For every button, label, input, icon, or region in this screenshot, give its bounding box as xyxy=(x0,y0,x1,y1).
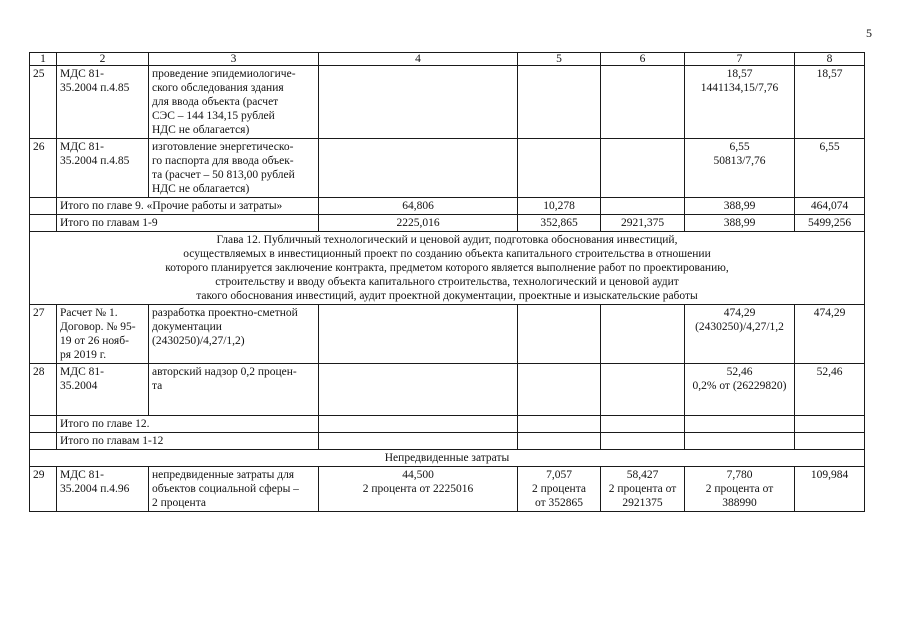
row-number: 28 xyxy=(30,364,57,416)
work-name-cell: изготовление энергетическо- го паспорта для ввода объек- та (расчет – 50 813,00 рублей НДС не облагается) xyxy=(149,139,319,198)
cost-cell: 64,806 xyxy=(319,198,518,215)
cost-cell: 6,55 50813/7,76 xyxy=(685,139,795,198)
column-number: 2 xyxy=(57,53,149,66)
cost-cell: 2921,375 xyxy=(601,215,685,232)
cost-cell xyxy=(601,433,685,450)
subtotal-label: Итого по главе 12. xyxy=(57,416,319,433)
cost-cell: 474,29 (2430250)/4,27/1,2 xyxy=(685,305,795,364)
cost-cell: 388,99 xyxy=(685,215,795,232)
basis-cell: МДС 81- 35.2004 п.4.96 xyxy=(57,467,149,512)
row-number: 29 xyxy=(30,467,57,512)
subtotal-row xyxy=(30,433,865,450)
basis-cell: МДС 81- 35.2004 п.4.85 xyxy=(57,66,149,139)
subtotal-row xyxy=(30,416,865,433)
cost-cell: 52,46 0,2% от (26229820) xyxy=(685,364,795,416)
row-number: 27 xyxy=(30,305,57,364)
cost-cell xyxy=(601,305,685,364)
column-number: 8 xyxy=(795,53,865,66)
row-number: 26 xyxy=(30,139,57,198)
cost-cell: 2225,016 xyxy=(319,215,518,232)
table-row xyxy=(30,467,865,512)
cost-cell xyxy=(518,364,601,416)
chapter-12-heading: Глава 12. Публичный технологический и ценовой аудит, подготовка обоснования инвестиций, осуществляемых в инвестиционный проект по созданию объекта капитального строительства в отношении которого планируется заключение контракта, предметом которого является выполнение работ по проектированию, строительству и вводу объекта капитального строительства, технологический и ценовой аудит такого обоснования инвестиций, аудит проектной документации, проектные и изыскательские работы xyxy=(30,232,865,305)
cost-cell: 18,57 1441134,15/7,76 xyxy=(685,66,795,139)
total-cost-cell: 109,984 xyxy=(795,467,865,512)
empty-cell xyxy=(30,433,57,450)
total-cost-cell: 464,074 xyxy=(795,198,865,215)
cost-cell xyxy=(601,66,685,139)
total-cost-cell: 18,57 xyxy=(795,66,865,139)
table-row xyxy=(30,66,865,139)
column-number: 1 xyxy=(30,53,57,66)
cost-cell xyxy=(518,66,601,139)
column-number-row xyxy=(30,53,865,66)
cost-cell xyxy=(319,66,518,139)
column-number: 7 xyxy=(685,53,795,66)
empty-cell xyxy=(30,215,57,232)
cost-cell xyxy=(319,364,518,416)
cost-cell xyxy=(319,433,518,450)
work-name-cell: авторский надзор 0,2 процен- та xyxy=(149,364,319,416)
chapter-heading-row xyxy=(30,232,865,305)
row-number: 25 xyxy=(30,66,57,139)
work-name-cell: проведение эпидемиологиче- ского обследования здания для ввода объекта (расчет СЭС – 144 134,15 рублей НДС не облагается) xyxy=(149,66,319,139)
column-number: 6 xyxy=(601,53,685,66)
page-number: 5 xyxy=(866,26,872,40)
total-cost-cell: 52,46 xyxy=(795,364,865,416)
column-number: 4 xyxy=(319,53,518,66)
cost-cell: 352,865 xyxy=(518,215,601,232)
subtotal-row xyxy=(30,198,865,215)
total-cost-cell: 5499,256 xyxy=(795,215,865,232)
subtotal-label: Итого по главам 1-12 xyxy=(57,433,319,450)
table-row xyxy=(30,139,865,198)
cost-cell: 10,278 xyxy=(518,198,601,215)
table-row xyxy=(30,305,865,364)
cost-cell xyxy=(601,364,685,416)
cost-cell xyxy=(518,139,601,198)
total-cost-cell xyxy=(795,416,865,433)
cost-cell: 388,99 xyxy=(685,198,795,215)
contingency-heading: Непредвиденные затраты xyxy=(30,450,865,467)
subtotal-row xyxy=(30,215,865,232)
subtotal-label: Итого по главе 9. «Прочие работы и затраты» xyxy=(57,198,319,215)
cost-cell: 7,780 2 процента от 388990 xyxy=(685,467,795,512)
basis-cell: МДС 81- 35.2004 п.4.85 xyxy=(57,139,149,198)
cost-cell: 44,500 2 процента от 2225016 xyxy=(319,467,518,512)
cost-cell xyxy=(601,198,685,215)
cost-cell xyxy=(685,433,795,450)
cost-cell xyxy=(319,416,518,433)
cost-cell: 58,427 2 процента от 2921375 xyxy=(601,467,685,512)
cost-cell xyxy=(518,305,601,364)
section-heading-row xyxy=(30,450,865,467)
cost-cell xyxy=(319,305,518,364)
work-name-cell: разработка проектно-сметной документации (2430250)/4,27/1,2) xyxy=(149,305,319,364)
total-cost-cell: 474,29 xyxy=(795,305,865,364)
cost-cell xyxy=(518,416,601,433)
subtotal-label: Итого по главам 1-9 xyxy=(57,215,319,232)
empty-cell xyxy=(30,198,57,215)
empty-cell xyxy=(30,416,57,433)
cost-cell: 7,057 2 процента от 352865 xyxy=(518,467,601,512)
cost-cell xyxy=(601,416,685,433)
total-cost-cell: 6,55 xyxy=(795,139,865,198)
basis-cell: Расчет № 1. Договор. № 95- 19 от 26 нояб- ря 2019 г. xyxy=(57,305,149,364)
work-name-cell: непредвиденные затраты для объектов социальной сферы – 2 процента xyxy=(149,467,319,512)
column-number: 5 xyxy=(518,53,601,66)
estimate-table xyxy=(29,52,865,512)
table-row xyxy=(30,364,865,416)
cost-cell xyxy=(518,433,601,450)
basis-cell: МДС 81- 35.2004 xyxy=(57,364,149,416)
cost-cell xyxy=(685,416,795,433)
cost-cell xyxy=(601,139,685,198)
column-number: 3 xyxy=(149,53,319,66)
total-cost-cell xyxy=(795,433,865,450)
cost-cell xyxy=(319,139,518,198)
